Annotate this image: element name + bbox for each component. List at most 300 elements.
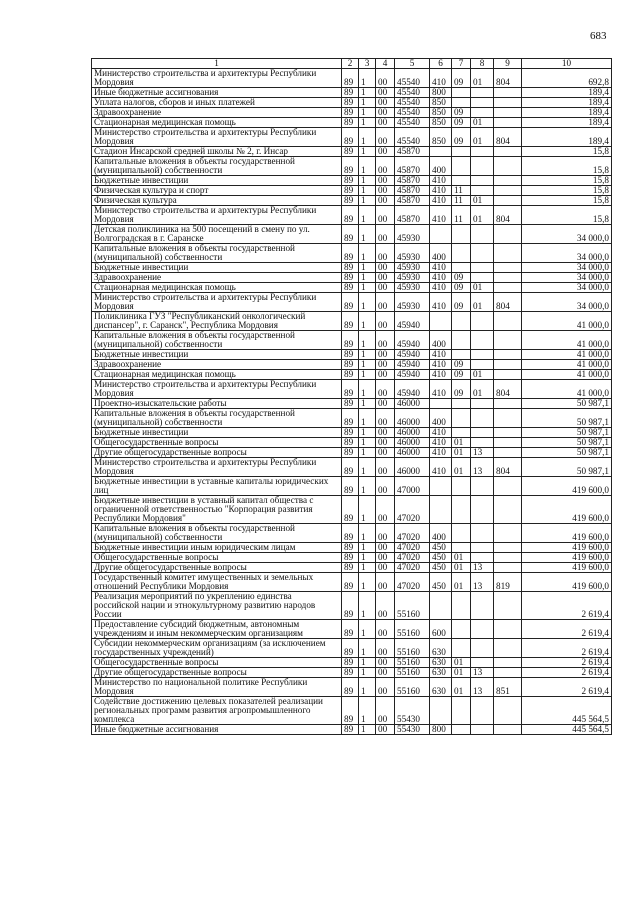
header-cell: 8 xyxy=(471,59,494,69)
item-name-cell: Стационарная медицинская помощь xyxy=(92,283,342,293)
item-name-cell: Министерство строительства и архитектуры Республики Мордовия xyxy=(92,293,342,312)
amount-cell: 50 987,1 xyxy=(522,438,612,448)
code-cell: 00 xyxy=(376,244,395,263)
item-name-cell: Министерство по национальной политике Республики Мордовия xyxy=(92,678,342,697)
amount-cell: 2 619,4 xyxy=(522,620,612,639)
code-cell: 89 xyxy=(342,658,359,668)
code-cell: 1 xyxy=(359,563,376,573)
ministry-code-cell xyxy=(494,312,522,331)
table-row xyxy=(92,543,612,553)
item-name-cell: Общегосударственные вопросы xyxy=(92,658,342,668)
code-cell: 1 xyxy=(359,176,376,186)
code-cell: 89 xyxy=(342,553,359,563)
item-name-cell: Детская поликлиника на 500 посещений в смену по ул. Волгоградская в г. Саранске xyxy=(92,225,342,244)
item-name-cell: Бюджетные инвестиции в уставные капиталы юридических лиц xyxy=(92,477,342,496)
ministry-code-cell xyxy=(494,563,522,573)
amount-cell: 50 987,1 xyxy=(522,399,612,409)
code-cell: 89 xyxy=(342,196,359,206)
ministry-code-cell xyxy=(494,370,522,380)
table-row xyxy=(92,312,612,331)
code-cell: 00 xyxy=(376,573,395,592)
code-cell: 1 xyxy=(359,438,376,448)
target-code-cell: 45870 xyxy=(395,176,430,186)
item-name-cell: Общегосударственные вопросы xyxy=(92,438,342,448)
code-cell: 89 xyxy=(342,244,359,263)
ministry-code-cell xyxy=(494,697,522,725)
code-cell: 00 xyxy=(376,553,395,563)
amount-cell: 50 987,1 xyxy=(522,458,612,477)
amount-cell: 50 987,1 xyxy=(522,428,612,438)
table-row xyxy=(92,186,612,196)
expense-type-cell: 630 xyxy=(430,668,452,678)
subsection-cell xyxy=(471,273,494,283)
expense-type-cell xyxy=(430,496,452,524)
code-cell: 00 xyxy=(376,186,395,196)
amount-cell: 50 987,1 xyxy=(522,409,612,428)
subsection-cell xyxy=(471,360,494,370)
subsection-cell xyxy=(471,331,494,350)
code-cell: 00 xyxy=(376,88,395,98)
code-cell: 00 xyxy=(376,697,395,725)
section-cell: 09 xyxy=(452,293,471,312)
expense-type-cell: 410 xyxy=(430,273,452,283)
amount-cell: 41 000,0 xyxy=(522,350,612,360)
item-name-cell: Общегосударственные вопросы xyxy=(92,553,342,563)
expense-type-cell: 450 xyxy=(430,563,452,573)
subsection-cell: 13 xyxy=(471,668,494,678)
subsection-cell xyxy=(471,350,494,360)
ministry-code-cell xyxy=(494,263,522,273)
code-cell: 1 xyxy=(359,263,376,273)
code-cell: 00 xyxy=(376,399,395,409)
table-row xyxy=(92,98,612,108)
subsection-cell xyxy=(471,263,494,273)
ministry-code-cell xyxy=(494,176,522,186)
target-code-cell: 45540 xyxy=(395,69,430,88)
amount-cell: 41 000,0 xyxy=(522,331,612,350)
header-cell: 7 xyxy=(452,59,471,69)
subsection-cell: 13 xyxy=(471,563,494,573)
item-name-cell: Бюджетные инвестиции иным юридическим лицам xyxy=(92,543,342,553)
amount-cell: 15,8 xyxy=(522,157,612,176)
target-code-cell: 46000 xyxy=(395,458,430,477)
subsection-cell xyxy=(471,438,494,448)
code-cell: 1 xyxy=(359,196,376,206)
table-row xyxy=(92,658,612,668)
table-row xyxy=(92,263,612,273)
expense-type-cell: 410 xyxy=(430,176,452,186)
ministry-code-cell xyxy=(494,273,522,283)
table-row xyxy=(92,448,612,458)
table-row xyxy=(92,573,612,592)
expense-type-cell: 410 xyxy=(430,448,452,458)
code-cell: 1 xyxy=(359,225,376,244)
target-code-cell: 55160 xyxy=(395,668,430,678)
code-cell: 1 xyxy=(359,331,376,350)
item-name-cell: Проектно-изыскательские работы xyxy=(92,399,342,409)
subsection-cell: 01 xyxy=(471,196,494,206)
table-row xyxy=(92,428,612,438)
code-cell: 89 xyxy=(342,225,359,244)
header-cell: 4 xyxy=(376,59,395,69)
table-row xyxy=(92,360,612,370)
code-cell: 89 xyxy=(342,725,359,735)
target-code-cell: 45540 xyxy=(395,98,430,108)
code-cell: 1 xyxy=(359,678,376,697)
item-name-cell: Министерство строительства и архитектуры Республики Мордовия xyxy=(92,69,342,88)
table-row xyxy=(92,88,612,98)
amount-cell: 419 600,0 xyxy=(522,496,612,524)
code-cell: 1 xyxy=(359,458,376,477)
code-cell: 89 xyxy=(342,573,359,592)
code-cell: 89 xyxy=(342,312,359,331)
section-cell xyxy=(452,399,471,409)
subsection-cell xyxy=(471,553,494,563)
ministry-code-cell xyxy=(494,543,522,553)
code-cell: 89 xyxy=(342,477,359,496)
item-name-cell: Стадион Инсарской средней школы № 2, г. Инсар xyxy=(92,147,342,157)
code-cell: 00 xyxy=(376,273,395,283)
amount-cell: 41 000,0 xyxy=(522,312,612,331)
code-cell: 00 xyxy=(376,312,395,331)
table-row xyxy=(92,69,612,88)
code-cell: 00 xyxy=(376,380,395,399)
header-cell: 9 xyxy=(494,59,522,69)
subsection-cell xyxy=(471,176,494,186)
code-cell: 89 xyxy=(342,157,359,176)
section-cell xyxy=(452,697,471,725)
code-cell: 1 xyxy=(359,312,376,331)
table-row xyxy=(92,370,612,380)
amount-cell: 15,8 xyxy=(522,196,612,206)
target-code-cell: 55160 xyxy=(395,678,430,697)
amount-cell: 34 000,0 xyxy=(522,225,612,244)
ministry-code-cell xyxy=(494,331,522,350)
code-cell: 1 xyxy=(359,725,376,735)
target-code-cell: 45870 xyxy=(395,147,430,157)
item-name-cell: Другие общегосударственные вопросы xyxy=(92,668,342,678)
table-row xyxy=(92,293,612,312)
code-cell: 89 xyxy=(342,331,359,350)
subsection-cell: 01 xyxy=(471,370,494,380)
section-cell: 09 xyxy=(452,69,471,88)
section-cell xyxy=(452,592,471,620)
target-code-cell: 45930 xyxy=(395,283,430,293)
section-cell: 01 xyxy=(452,553,471,563)
section-cell: 09 xyxy=(452,273,471,283)
code-cell: 1 xyxy=(359,370,376,380)
subsection-cell xyxy=(471,225,494,244)
code-cell: 00 xyxy=(376,458,395,477)
section-cell: 01 xyxy=(452,658,471,668)
item-name-cell: Капитальные вложения в объекты государственной (муниципальной) собственности xyxy=(92,157,342,176)
expense-type-cell: 410 xyxy=(430,293,452,312)
code-cell: 00 xyxy=(376,206,395,225)
expense-type-cell: 400 xyxy=(430,244,452,263)
expense-type-cell xyxy=(430,477,452,496)
target-code-cell: 45940 xyxy=(395,370,430,380)
expense-type-cell: 630 xyxy=(430,658,452,668)
expense-type-cell: 410 xyxy=(430,350,452,360)
amount-cell: 34 000,0 xyxy=(522,293,612,312)
item-name-cell: Иные бюджетные ассигнования xyxy=(92,725,342,735)
item-name-cell: Министерство строительства и архитектуры Республики Мордовия xyxy=(92,128,342,147)
code-cell: 1 xyxy=(359,524,376,543)
item-name-cell: Здравоохранение xyxy=(92,108,342,118)
code-cell: 00 xyxy=(376,118,395,128)
ministry-code-cell xyxy=(494,496,522,524)
ministry-code-cell xyxy=(494,725,522,735)
amount-cell: 419 600,0 xyxy=(522,573,612,592)
code-cell: 00 xyxy=(376,448,395,458)
table-row xyxy=(92,176,612,186)
code-cell: 89 xyxy=(342,98,359,108)
code-cell: 1 xyxy=(359,206,376,225)
target-code-cell: 47020 xyxy=(395,496,430,524)
subsection-cell xyxy=(471,186,494,196)
table-row xyxy=(92,524,612,543)
code-cell: 1 xyxy=(359,69,376,88)
code-cell: 1 xyxy=(359,147,376,157)
expense-type-cell: 450 xyxy=(430,573,452,592)
code-cell: 89 xyxy=(342,350,359,360)
amount-cell: 2 619,4 xyxy=(522,592,612,620)
ministry-code-cell xyxy=(494,98,522,108)
amount-cell: 419 600,0 xyxy=(522,563,612,573)
code-cell: 1 xyxy=(359,448,376,458)
ministry-code-cell xyxy=(494,524,522,543)
amount-cell: 189,4 xyxy=(522,128,612,147)
expense-type-cell: 410 xyxy=(430,263,452,273)
amount-cell: 15,8 xyxy=(522,176,612,186)
code-cell: 89 xyxy=(342,668,359,678)
item-name-cell: Стационарная медицинская помощь xyxy=(92,118,342,128)
section-cell: 01 xyxy=(452,438,471,448)
item-name-cell: Реализация мероприятий по укреплению единства российской нации и этнокультурному развитию народов России xyxy=(92,592,342,620)
code-cell: 00 xyxy=(376,263,395,273)
code-cell: 89 xyxy=(342,524,359,543)
item-name-cell: Министерство строительства и архитектуры Республики Мордовия xyxy=(92,206,342,225)
subsection-cell xyxy=(471,620,494,639)
section-cell: 01 xyxy=(452,678,471,697)
table-row xyxy=(92,477,612,496)
expense-type-cell: 410 xyxy=(430,69,452,88)
code-cell: 1 xyxy=(359,553,376,563)
target-code-cell: 45930 xyxy=(395,263,430,273)
code-cell: 1 xyxy=(359,592,376,620)
target-code-cell: 47000 xyxy=(395,477,430,496)
ministry-code-cell xyxy=(494,477,522,496)
item-name-cell: Министерство строительства и архитектуры Республики Мордовия xyxy=(92,458,342,477)
section-cell xyxy=(452,225,471,244)
code-cell: 1 xyxy=(359,620,376,639)
ministry-code-cell xyxy=(494,448,522,458)
amount-cell: 15,8 xyxy=(522,147,612,157)
code-cell: 89 xyxy=(342,409,359,428)
target-code-cell: 45540 xyxy=(395,118,430,128)
item-name-cell: Предоставление субсидий бюджетным, автономным учреждениям и иным некоммерческим организациям xyxy=(92,620,342,639)
target-code-cell: 55430 xyxy=(395,697,430,725)
header-cell: 1 xyxy=(92,59,342,69)
code-cell: 1 xyxy=(359,409,376,428)
code-cell: 00 xyxy=(376,409,395,428)
expense-type-cell: 410 xyxy=(430,186,452,196)
target-code-cell: 55160 xyxy=(395,658,430,668)
subsection-cell xyxy=(471,147,494,157)
table-row xyxy=(92,668,612,678)
code-cell: 1 xyxy=(359,639,376,658)
code-cell: 1 xyxy=(359,157,376,176)
ministry-code-cell xyxy=(494,620,522,639)
amount-cell: 419 600,0 xyxy=(522,477,612,496)
ministry-code-cell: 804 xyxy=(494,380,522,399)
ministry-code-cell xyxy=(494,196,522,206)
subsection-cell xyxy=(471,524,494,543)
code-cell: 89 xyxy=(342,128,359,147)
expense-type-cell: 400 xyxy=(430,157,452,176)
table-row xyxy=(92,725,612,735)
section-cell xyxy=(452,176,471,186)
amount-cell: 41 000,0 xyxy=(522,380,612,399)
code-cell: 89 xyxy=(342,458,359,477)
section-cell xyxy=(452,543,471,553)
ministry-code-cell: 804 xyxy=(494,458,522,477)
amount-cell: 15,8 xyxy=(522,206,612,225)
subsection-cell xyxy=(471,496,494,524)
subsection-cell: 01 xyxy=(471,380,494,399)
amount-cell: 419 600,0 xyxy=(522,524,612,543)
target-code-cell: 55160 xyxy=(395,620,430,639)
ministry-code-cell: 804 xyxy=(494,206,522,225)
section-cell xyxy=(452,620,471,639)
subsection-cell xyxy=(471,543,494,553)
section-cell: 11 xyxy=(452,196,471,206)
expense-type-cell: 410 xyxy=(430,438,452,448)
section-cell: 01 xyxy=(452,573,471,592)
amount-cell: 34 000,0 xyxy=(522,283,612,293)
code-cell: 00 xyxy=(376,360,395,370)
ministry-code-cell xyxy=(494,668,522,678)
code-cell: 89 xyxy=(342,69,359,88)
ministry-code-cell xyxy=(494,147,522,157)
code-cell: 89 xyxy=(342,108,359,118)
amount-cell: 419 600,0 xyxy=(522,553,612,563)
code-cell: 89 xyxy=(342,496,359,524)
code-cell: 00 xyxy=(376,438,395,448)
target-code-cell: 45940 xyxy=(395,380,430,399)
item-name-cell: Физическая культура xyxy=(92,196,342,206)
ministry-code-cell xyxy=(494,118,522,128)
code-cell: 00 xyxy=(376,428,395,438)
item-name-cell: Здравоохранение xyxy=(92,360,342,370)
ministry-code-cell: 819 xyxy=(494,573,522,592)
amount-cell: 2 619,4 xyxy=(522,639,612,658)
code-cell: 89 xyxy=(342,176,359,186)
code-cell: 1 xyxy=(359,283,376,293)
code-cell: 1 xyxy=(359,477,376,496)
expense-type-cell: 410 xyxy=(430,206,452,225)
amount-cell: 34 000,0 xyxy=(522,263,612,273)
code-cell: 89 xyxy=(342,118,359,128)
expense-type-cell: 400 xyxy=(430,331,452,350)
code-cell: 89 xyxy=(342,147,359,157)
item-name-cell: Иные бюджетные ассигнования xyxy=(92,88,342,98)
section-cell xyxy=(452,88,471,98)
code-cell: 1 xyxy=(359,543,376,553)
amount-cell: 34 000,0 xyxy=(522,273,612,283)
ministry-code-cell xyxy=(494,438,522,448)
item-name-cell: Физическая культура и спорт xyxy=(92,186,342,196)
expense-type-cell xyxy=(430,225,452,244)
table-row xyxy=(92,206,612,225)
code-cell: 00 xyxy=(376,496,395,524)
code-cell: 1 xyxy=(359,128,376,147)
expense-type-cell: 410 xyxy=(430,196,452,206)
code-cell: 1 xyxy=(359,658,376,668)
code-cell: 89 xyxy=(342,283,359,293)
code-cell: 00 xyxy=(376,620,395,639)
item-name-cell: Здравоохранение xyxy=(92,273,342,283)
target-code-cell: 46000 xyxy=(395,438,430,448)
section-cell xyxy=(452,524,471,543)
code-cell: 00 xyxy=(376,157,395,176)
code-cell: 89 xyxy=(342,186,359,196)
section-cell xyxy=(452,147,471,157)
subsection-cell xyxy=(471,98,494,108)
ministry-code-cell xyxy=(494,225,522,244)
table-row xyxy=(92,563,612,573)
code-cell: 00 xyxy=(376,293,395,312)
subsection-cell: 01 xyxy=(471,293,494,312)
amount-cell: 189,4 xyxy=(522,118,612,128)
section-cell xyxy=(452,428,471,438)
ministry-code-cell xyxy=(494,108,522,118)
ministry-code-cell xyxy=(494,350,522,360)
target-code-cell: 47020 xyxy=(395,524,430,543)
code-cell: 1 xyxy=(359,118,376,128)
target-code-cell: 45870 xyxy=(395,157,430,176)
target-code-cell: 45940 xyxy=(395,312,430,331)
subsection-cell xyxy=(471,244,494,263)
item-name-cell: Капитальные вложения в объекты государственной (муниципальной) собственности xyxy=(92,244,342,263)
page-number: 683 xyxy=(590,30,607,42)
subsection-cell xyxy=(471,409,494,428)
expense-type-cell: 800 xyxy=(430,725,452,735)
subsection-cell xyxy=(471,658,494,668)
amount-cell: 2 619,4 xyxy=(522,678,612,697)
section-cell: 01 xyxy=(452,668,471,678)
section-cell: 01 xyxy=(452,563,471,573)
target-code-cell: 47020 xyxy=(395,573,430,592)
ministry-code-cell: 804 xyxy=(494,69,522,88)
table-row xyxy=(92,697,612,725)
ministry-code-cell xyxy=(494,244,522,263)
target-code-cell: 45930 xyxy=(395,273,430,283)
target-code-cell: 47020 xyxy=(395,553,430,563)
expense-type-cell: 450 xyxy=(430,543,452,553)
code-cell: 00 xyxy=(376,350,395,360)
ministry-code-cell xyxy=(494,409,522,428)
table-row xyxy=(92,639,612,658)
subsection-cell: 01 xyxy=(471,118,494,128)
code-cell: 00 xyxy=(376,98,395,108)
expense-type-cell: 630 xyxy=(430,678,452,697)
code-cell: 1 xyxy=(359,88,376,98)
section-cell xyxy=(452,477,471,496)
table-row xyxy=(92,157,612,176)
section-cell: 09 xyxy=(452,370,471,380)
table-row xyxy=(92,458,612,477)
